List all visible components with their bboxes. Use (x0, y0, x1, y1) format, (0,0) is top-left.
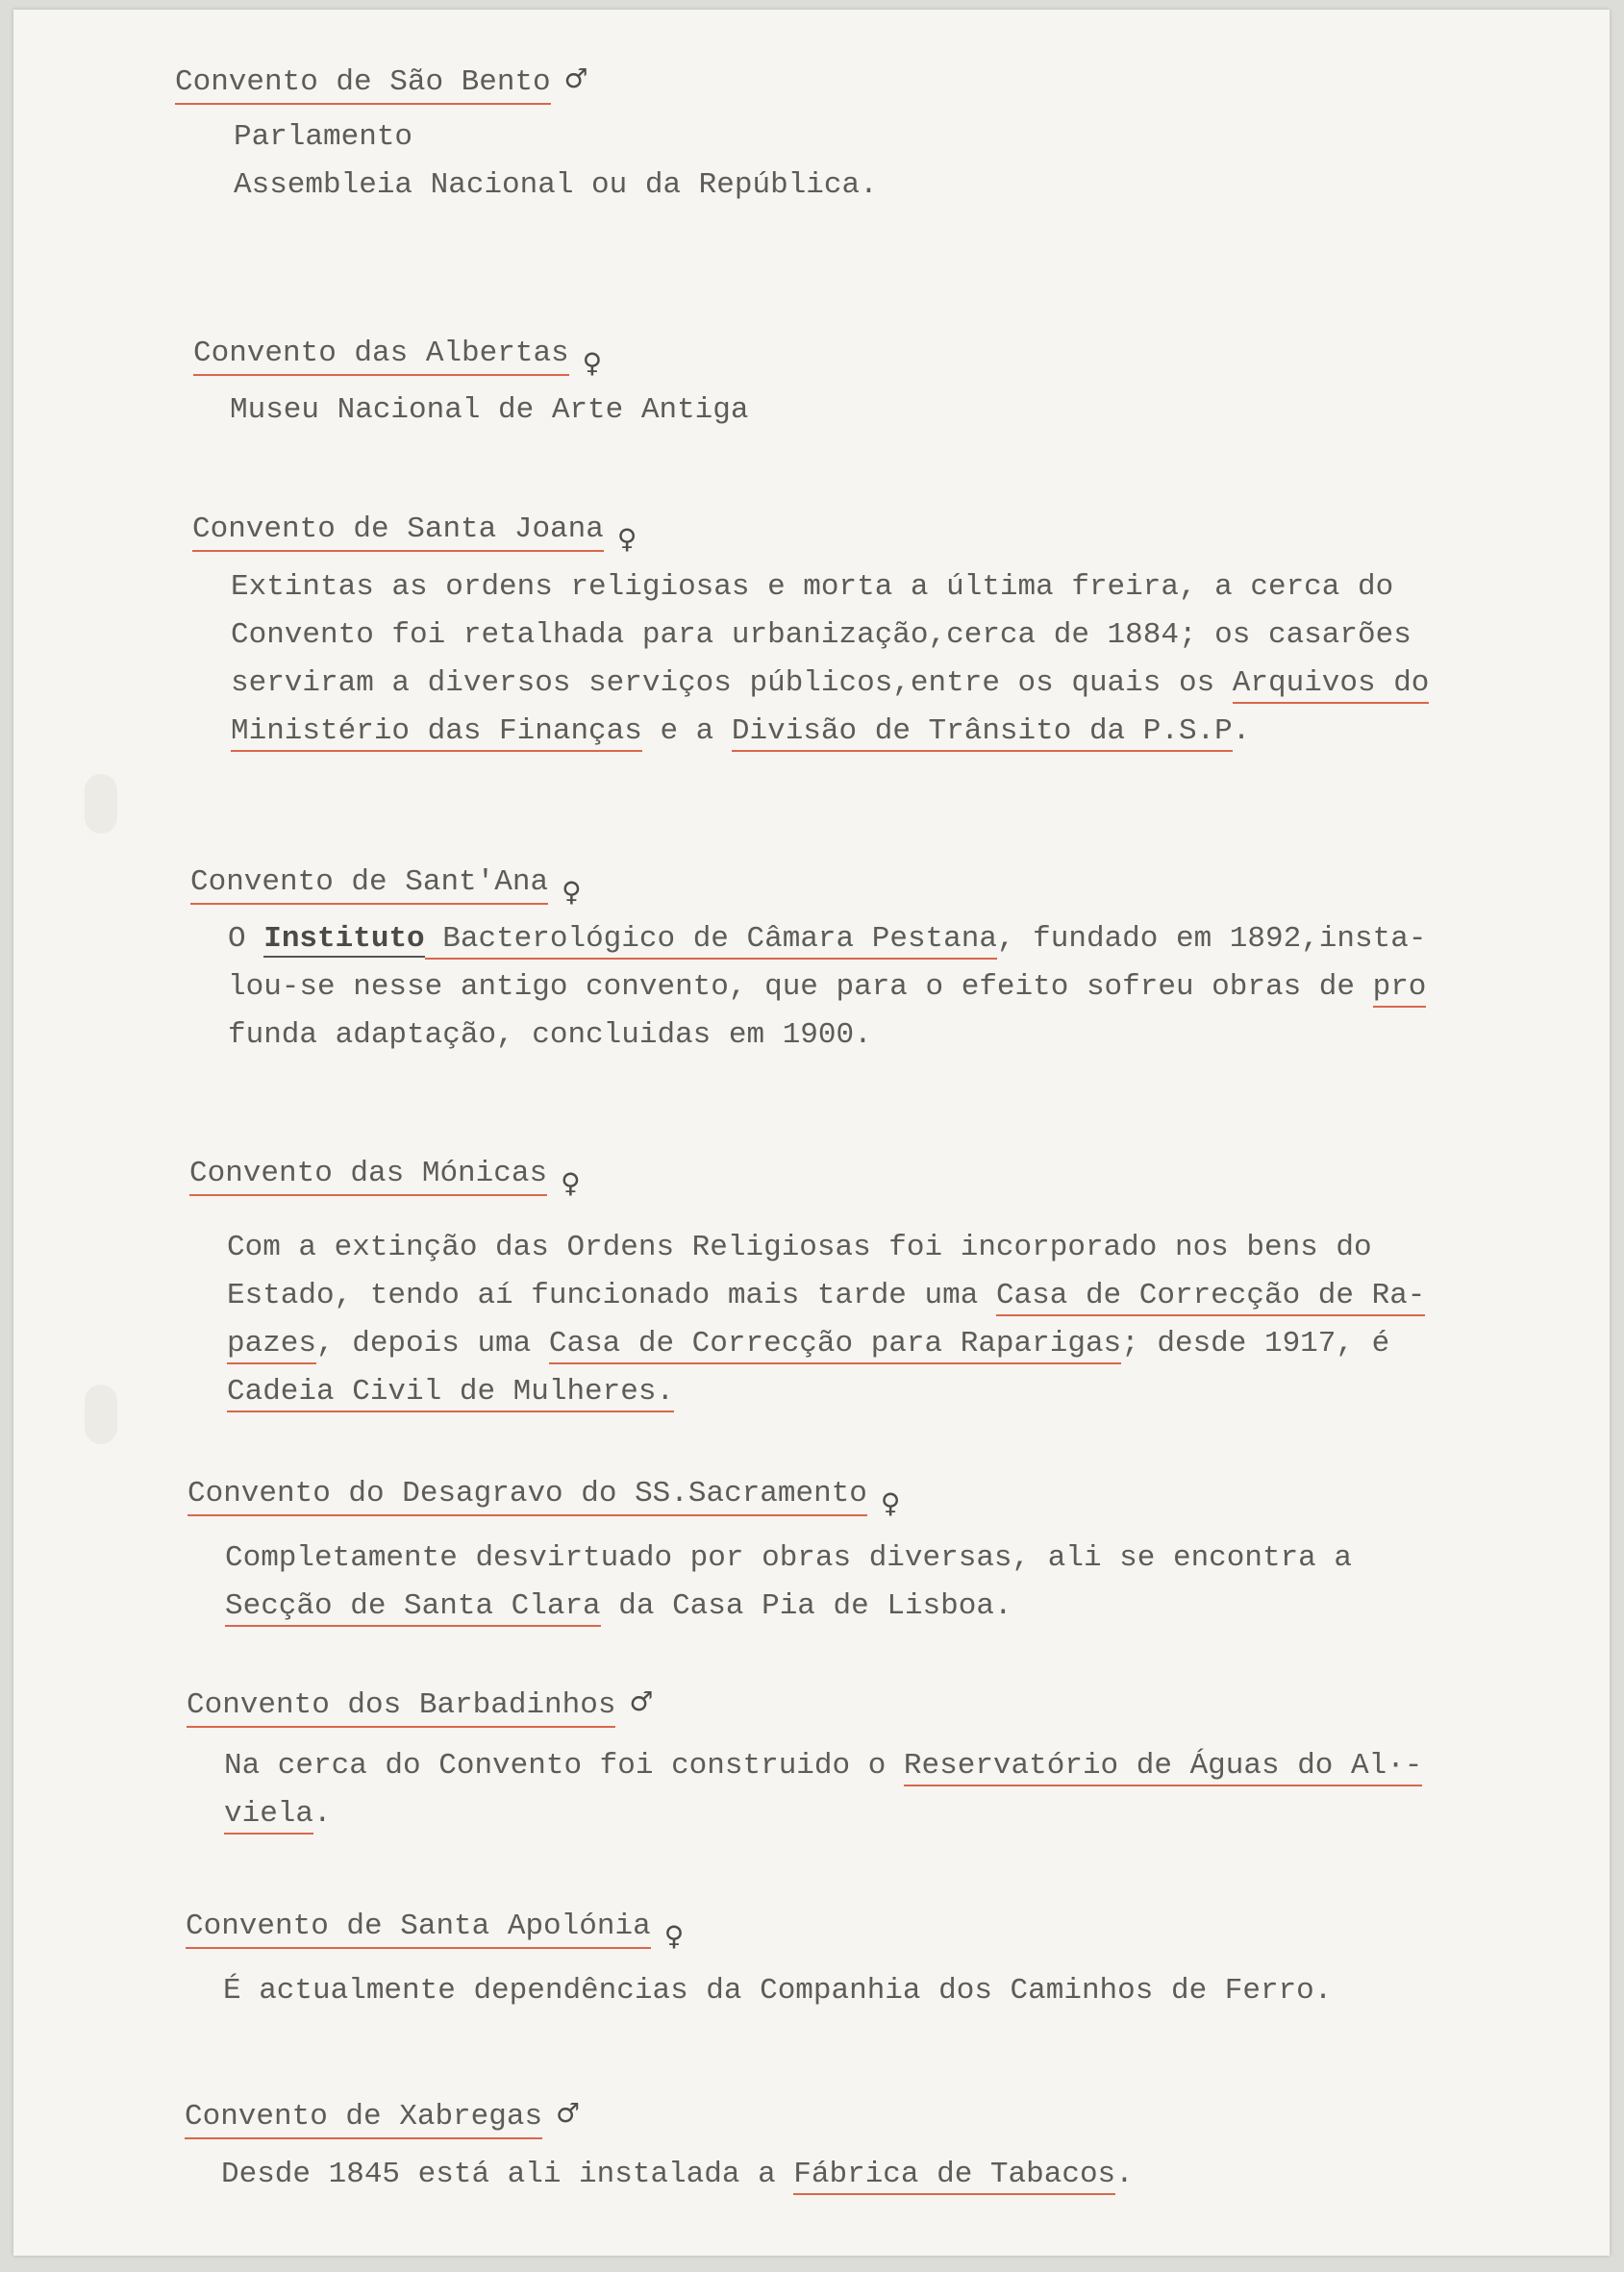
female-symbol-icon: ♀ (663, 1920, 685, 1952)
body-line (225, 1583, 1352, 1631)
body-line (224, 1790, 1422, 1838)
body-text: Convento foi retalhada para urbanização,cerca de 1884; os casarões (231, 618, 1412, 652)
male-symbol-icon: ♂ (629, 1685, 654, 1717)
body-line (231, 660, 1429, 708)
body-text: Estado, tendo aí funcionado mais tarde uma (227, 1279, 996, 1312)
underlined-text: Fábrica de Tabacos (793, 2158, 1115, 2195)
body-line (234, 162, 878, 210)
body-text: da Casa Pia de Lisboa. (600, 1589, 1012, 1623)
entry-body (230, 387, 749, 435)
entry-title-text: Convento de Sant'Ana (190, 865, 548, 905)
entry-body (224, 1742, 1422, 1838)
entry-title (190, 865, 582, 910)
entry-title-text: Convento do Desagravo do SS.Sacramento (187, 1477, 867, 1516)
body-line (227, 1320, 1425, 1368)
body-line (228, 915, 1426, 963)
body-text: Com a extinção das Ordens Religiosas foi incorporado nos bens do (227, 1231, 1372, 1264)
body-line (227, 1224, 1425, 1272)
entry-body (228, 915, 1426, 1060)
body-line (228, 963, 1426, 1011)
body-text: lou-se nesse antigo convento, que para o efeito sofreu obras de (228, 970, 1373, 1004)
body-text: . (1115, 2158, 1134, 2191)
body-text: Museu Nacional de Arte Antiga (230, 393, 749, 427)
female-symbol-icon: ♀ (562, 876, 582, 908)
male-symbol-icon: ♂ (563, 62, 588, 94)
underlined-text: pazes (227, 1327, 316, 1364)
body-text: , depois uma (316, 1327, 549, 1361)
entry-title-text: Convento de Santa Apolónia (186, 1910, 651, 1949)
entry-title-text: Convento das Albertas (193, 337, 569, 376)
body-text: . (1232, 714, 1251, 748)
entry-body (227, 1224, 1425, 1416)
entry-title (192, 512, 637, 557)
body-line (224, 1742, 1422, 1790)
entry-title (189, 1157, 581, 1201)
entry-title-text: Convento de Santa Joana (192, 512, 604, 552)
entry-title-text: Convento dos Barbadinhos (187, 1688, 615, 1728)
body-text: e a (641, 714, 732, 748)
underlined-text: Cadeia Civil de Mulheres. (227, 1375, 674, 1412)
entry-title-text: Convento de Xabregas (185, 2100, 542, 2139)
entry-body (234, 113, 878, 210)
entry-title (185, 2096, 580, 2139)
underlined-text: Bacterológico de Câmara Pestana (425, 922, 997, 960)
underlined-text: Arquivos do (1233, 666, 1430, 704)
body-line (231, 612, 1429, 660)
bold-text: Instituto (263, 922, 425, 956)
female-symbol-icon: ♀ (616, 523, 637, 555)
entry-title-text: Convento das Mónicas (189, 1157, 547, 1196)
body-text: funda adaptação, concluidas em 1900. (228, 1018, 872, 1052)
body-text: Na cerca do Convento foi construido o (224, 1749, 904, 1783)
body-text: Completamente desvirtuado por obras diversas, ali se encontra a (225, 1541, 1352, 1575)
entry-title (175, 62, 588, 105)
underlined-text: pro (1373, 970, 1427, 1008)
entry-body (223, 1967, 1332, 2015)
female-symbol-icon: ♀ (582, 347, 603, 379)
underlined-text: Casa de Correcção de Ra- (996, 1279, 1425, 1316)
body-text: O (228, 922, 264, 956)
female-symbol-icon: ♀ (561, 1167, 581, 1199)
body-text: ; desde 1917, é (1121, 1327, 1390, 1361)
body-text: Parlamento (234, 120, 413, 154)
body-line (228, 1011, 1426, 1060)
body-line (227, 1272, 1425, 1320)
body-text: serviram a diversos serviços públicos,entre os quais os (231, 666, 1233, 700)
body-line (223, 1967, 1332, 2015)
female-symbol-icon: ♀ (880, 1487, 901, 1519)
punch-hole (85, 774, 117, 834)
entry-body (231, 563, 1429, 756)
male-symbol-icon: ♂ (556, 2097, 581, 2129)
underlined-text: Casa de Correcção para Raparigas (549, 1327, 1121, 1364)
entry-title-text: Convento de São Bento (175, 65, 551, 105)
body-line (221, 2151, 1134, 2199)
body-text: . (313, 1797, 332, 1831)
document-page (13, 10, 1610, 2256)
entry-title (187, 1685, 654, 1728)
underlined-text: Ministério das Finanças (231, 714, 642, 752)
body-line (225, 1535, 1352, 1583)
body-line (231, 708, 1429, 756)
entry-title (187, 1477, 900, 1521)
entry-title (193, 337, 602, 381)
entry-body (221, 2151, 1134, 2199)
body-text: Assembleia Nacional ou da República. (234, 168, 878, 202)
punch-hole (85, 1385, 117, 1444)
underlined-text: Divisão de Trânsito da P.S.P (732, 714, 1233, 752)
body-line (227, 1368, 1425, 1416)
body-line (231, 563, 1429, 612)
underlined-text: Secção de Santa Clara (225, 1589, 601, 1627)
entry-title (186, 1910, 684, 1954)
body-text: Extintas as ordens religiosas e morta a última freira, a cerca do (231, 570, 1394, 604)
body-text: , fundado em 1892,insta- (996, 922, 1427, 956)
underlined-text: viela (224, 1797, 313, 1835)
body-text: É actualmente dependências da Companhia dos Caminhos de Ferro. (223, 1974, 1333, 2008)
body-line (234, 113, 878, 162)
entry-body (225, 1535, 1352, 1631)
body-text: Desde 1845 está ali instalada a (221, 2158, 794, 2191)
underlined-text: Reservatório de Águas do Al·- (904, 1749, 1423, 1786)
body-line (230, 387, 749, 435)
